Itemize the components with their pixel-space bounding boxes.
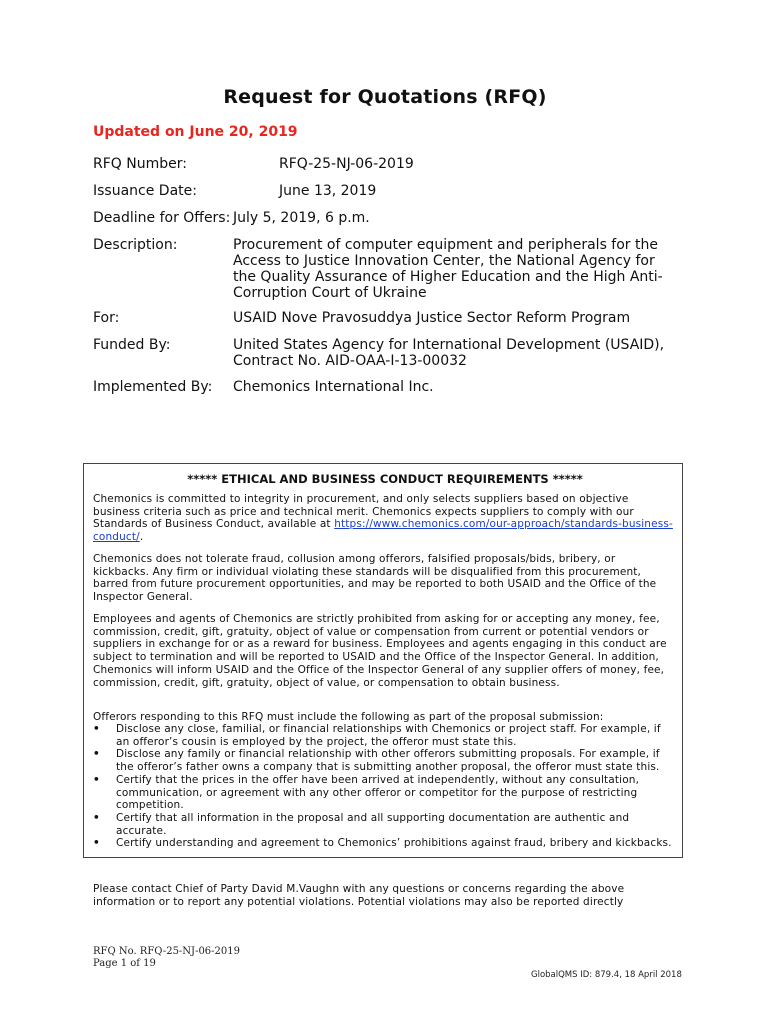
description-value: Procurement of computer equipment and peripherals for the Access to Justice Innovation Center, the National Agency for the Quality Assurance of Higher Education and the High Anti-Corruption Court of Ukraine: [233, 237, 663, 301]
list-item: • Certify that the prices in the offer have been arrived at independently, without any consultation, communication, or agreement with any other offeror or competitor for the purpose of restricting competition.: [93, 773, 640, 812]
implemented-by-value: Chemonics International Inc.: [233, 379, 434, 395]
for-value: USAID Nove Pravosuddya Justice Sector Reform Program: [233, 310, 631, 326]
ethics-paragraph-2: Chemonics does not tolerate fraud, collusion among offerors, falsified proposals/bids, bribery, or kickbacks. Any firm or individual violating these standards will be disqualified from this procurement, barred from future procurement opportunities, and may be reported to both USAID and the Office of the Inspector General.: [93, 553, 657, 604]
issuance-date-value: June 13, 2019: [279, 183, 377, 199]
deadline-value: July 5, 2019, 6 p.m.: [233, 210, 370, 226]
rfq-number-label: RFQ Number:: [93, 156, 187, 172]
footer-qms-id: GlobalQMS ID: 879.4, 18 April 2018: [531, 970, 682, 980]
funded-by-value: United States Agency for International Development (USAID), Contract No. AID-OAA-I-13-00032: [233, 337, 665, 369]
closing-paragraph: Please contact Chief of Party David M.Vaughn with any questions or concerns regarding the above information or to report any potential violations. Potential violations may also be reported directly: [93, 883, 625, 908]
deadline-label: Deadline for Offers:: [93, 210, 231, 226]
footer-left: [93, 946, 240, 970]
list-item: • Certify that all information in the proposal and all supporting documentation are authentic and accurate.: [93, 811, 630, 837]
page-title: Request for Quotations (RFQ): [223, 86, 547, 108]
implemented-by-label: Implemented By:: [93, 379, 213, 395]
list-item: • Disclose any close, familial, or financial relationships with Chemonics or project staff. For example, if an offeror’s cousin is employed by the project, the offeror must state this.: [93, 723, 661, 748]
ethics-paragraph-1-end: .: [139, 531, 144, 544]
updated-notice: Updated on June 20, 2019: [93, 124, 298, 140]
list-item: • Certify understanding and agreement to Chemonics’ prohibitions against fraud, bribery and kickbacks.: [93, 837, 672, 850]
rfq-number-value: RFQ-25-NJ-06-2019: [279, 156, 414, 172]
requirements-list: [93, 723, 673, 850]
footer-page-number: Page 1 of 19: [93, 958, 156, 969]
for-label: For:: [93, 310, 120, 326]
ethics-heading: ***** ETHICAL AND BUSINESS CONDUCT REQUIREMENTS *****: [187, 472, 583, 486]
ethics-paragraph-1-text: Chemonics is committed to integrity in procurement, and only selects suppliers based on objective business criteria such as price and technical merit. Chemonics expects suppliers to comply with our Standards of Business Conduct, available at: [93, 493, 634, 531]
ethics-paragraph-1: [93, 493, 673, 544]
issuance-date-label: Issuance Date:: [93, 183, 197, 199]
funded-by-label: Funded By:: [93, 337, 171, 353]
standards-link[interactable]: https://www.chemonics.com/our-approach/standards-business-conduct/: [93, 518, 673, 544]
ethics-paragraph-3: Employees and agents of Chemonics are strictly prohibited from asking for or accepting any money, fee, commission, credit, gift, gratuity, object of value or compensation from current or potential vendors or suppliers in exchange for or as a reward for business. Employees and agents engaging in this conduct are subject to termination and will be reported to USAID and the Office of the Inspector General. In addition, Chemonics will inform USAID and the Office of the Inspector General of any supplier offers of money, fee, commission, credit, gift, gratuity, object of value, or compensation to obtain business.: [93, 613, 667, 689]
footer-rfq-number: RFQ No. RFQ-25-NJ-06-2019: [93, 946, 241, 957]
description-label: Description:: [93, 237, 178, 253]
ethics-paragraph-4: Offerors responding to this RFQ must include the following as part of the proposal submission:: [93, 711, 604, 723]
list-item: • Disclose any family or financial relationship with other offerors submitting proposals. For example, if the offeror’s father owns a company that is submitting another proposal, the offeror must state this.: [93, 748, 660, 774]
